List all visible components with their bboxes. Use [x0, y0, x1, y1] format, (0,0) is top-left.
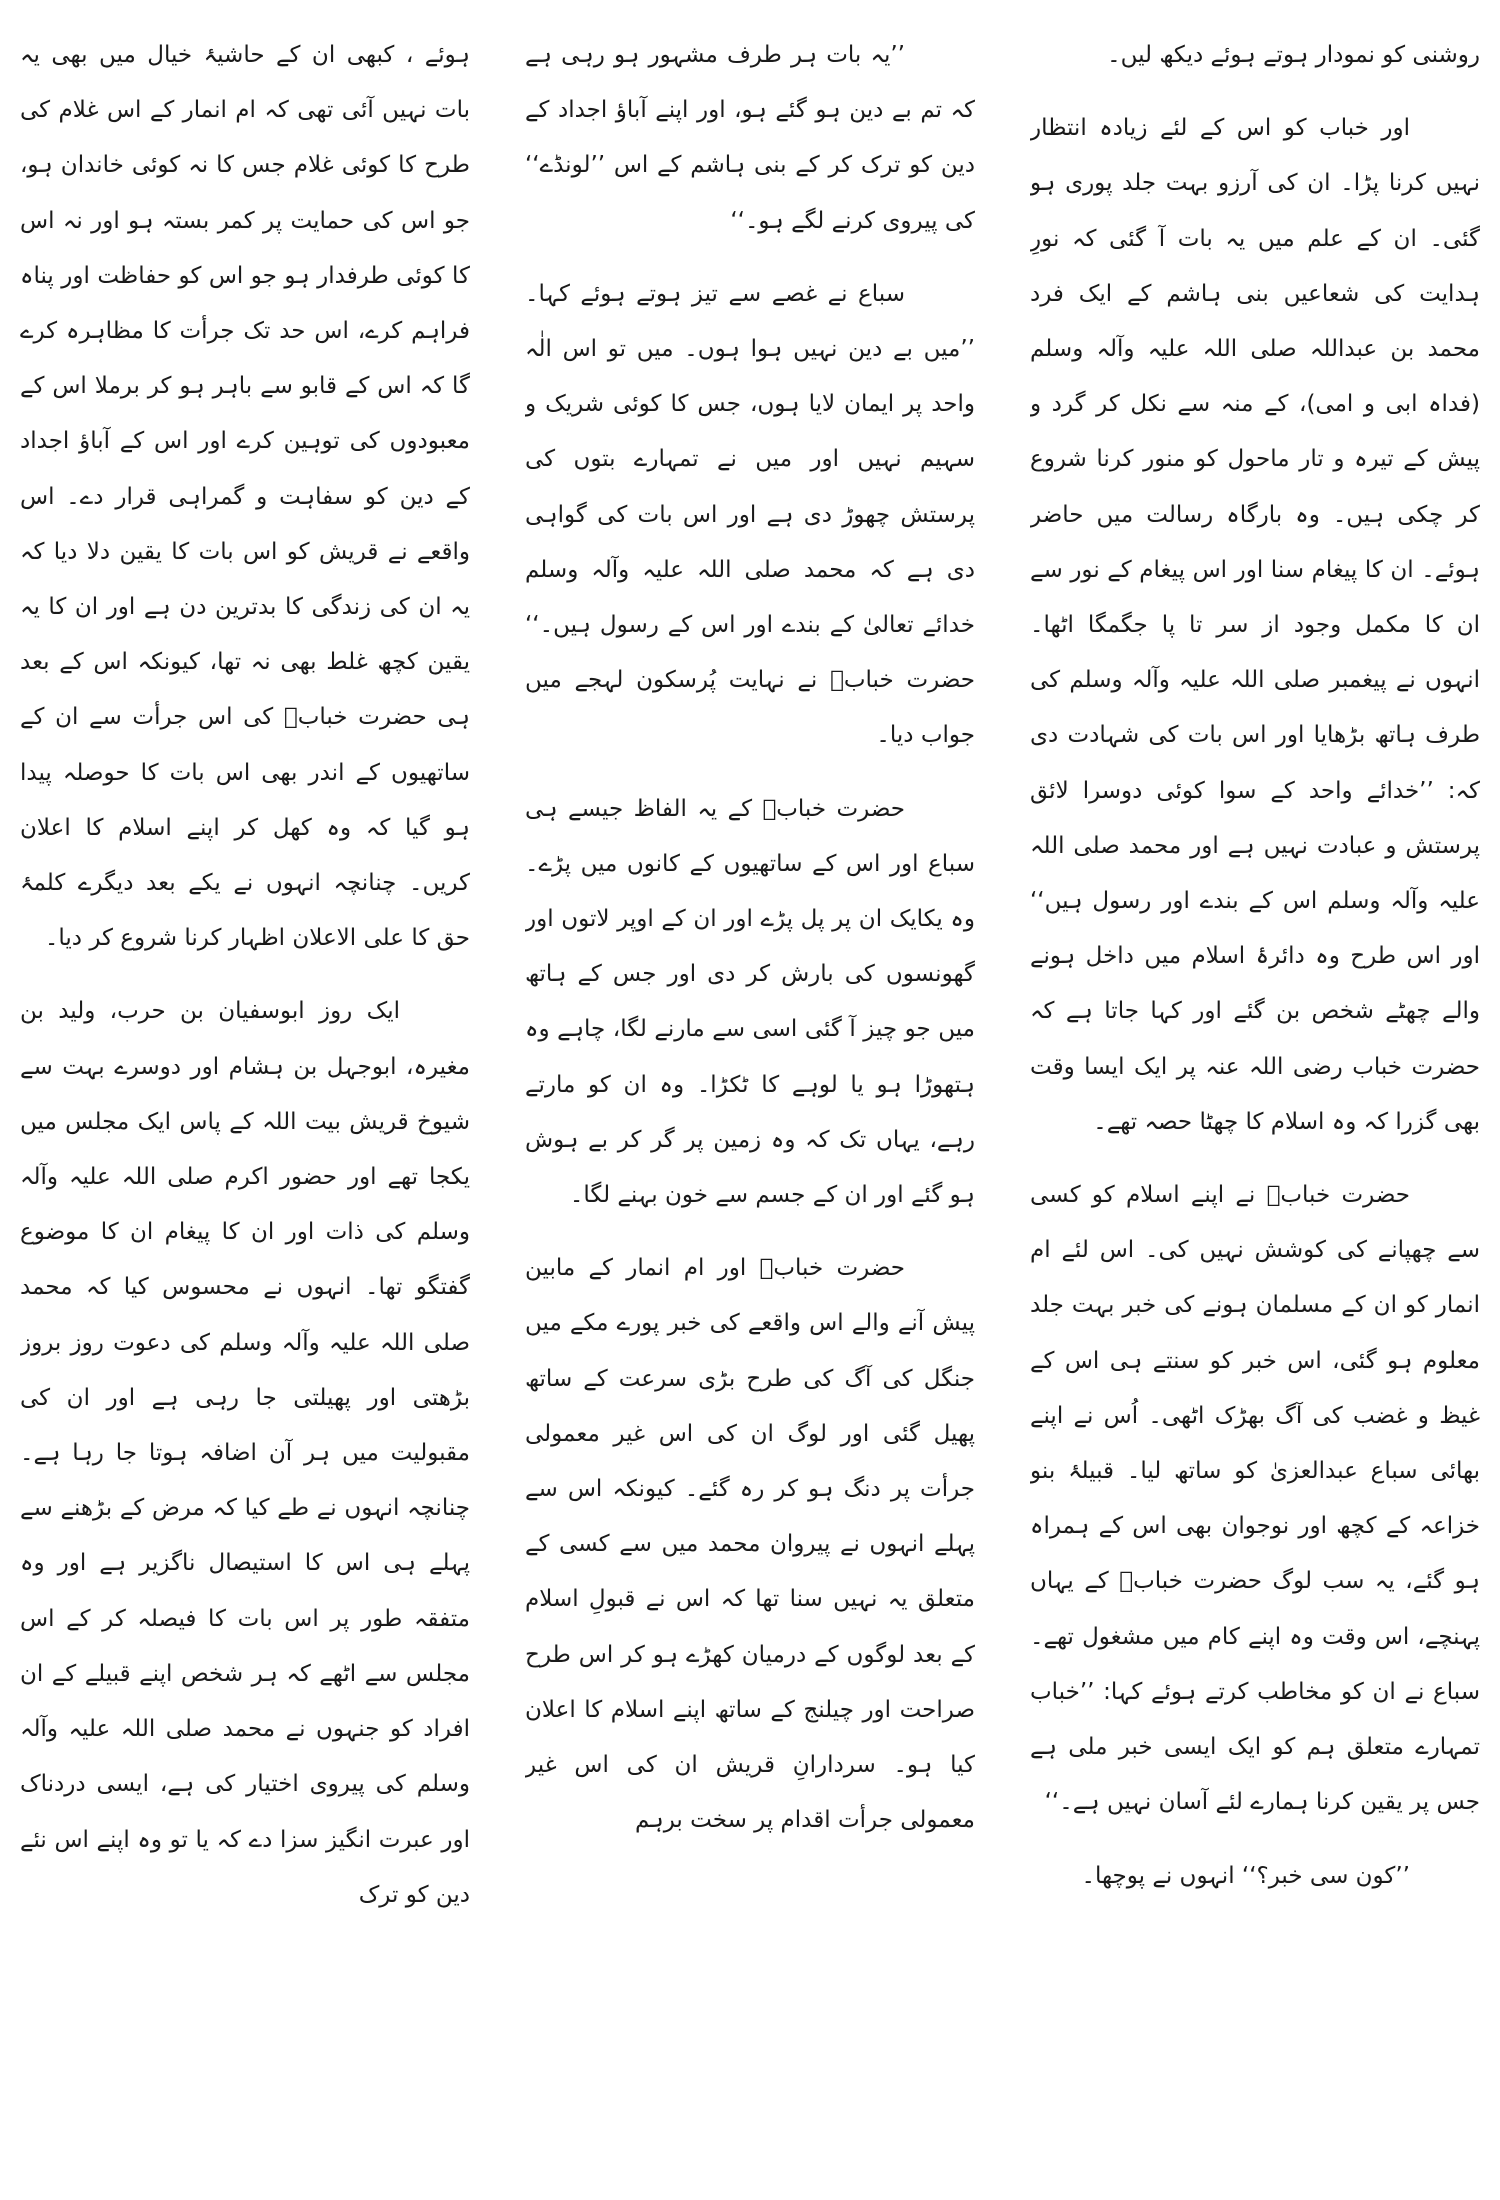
paragraph: روشنی کو نمودار ہوتے ہوئے دیکھ لیں۔	[1107, 42, 1480, 68]
newspaper-page	[20, 28, 1480, 2178]
paragraph: ہوئے ، کبھی ان کے حاشیۂ خیال میں بھی یہ بات نہیں آئی تھی کہ ام انمار کے اس غلام کی طرح کا کوئی غلام جس کا نہ کوئی خاندان ہو، جو اس کی حمایت پر کمر بستہ ہو اور نہ اس کا کوئی طرفدار ہو جو اس کو حفاظت اور پناہ فراہم کرے، اس حد تک جرأت کا مظاہرہ کرے گا کہ اس کے قابو سے باہر ہو کر برملا اس کے معبودوں کی توہین کرے اور اس کے آباؤ اجداد کے دین کو سفاہت و گمراہی قرار دے۔ اس واقعے نے قریش کو اس بات کا یقین دلا دیا کہ یہ ان کی زندگی کا بدترین دن ہے اور ان کا یہ یقین کچھ غلط بھی نہ تھا، کیونکہ اس کے بعد ہی حضرت خبابؓ کی اس جرأت سے ان کے ساتھیوں کے اندر بھی اس بات کا حوصلہ پیدا ہو گیا کہ وہ کھل کر اپنے اسلام کا اعلان کریں۔ چنانچہ انہوں نے یکے بعد دیگرے کلمۂ حق کا علی الاعلان اظہار کرنا شروع کر دیا۔	[20, 42, 470, 952]
paragraph: اور خباب کو اس کے لئے زیادہ انتظار نہیں کرنا پڑا۔ ان کی آرزو بہت جلد پوری ہو گئی۔ ان کے علم میں یہ بات آ گئی کہ نورِ ہدایت کی شعاعیں بنی ہاشم کے ایک فرد محمد بن عبداللہ صلی اللہ علیہ وآلہ وسلم (فداہ ابی و امی)، کے منہ سے نکل کر گرد و پیش کے تیرہ و تار ماحول کو منور کرنا شروع کر چکی ہیں۔ وہ بارگاہ رسالت میں حاضر ہوئے۔ ان کا پیغام سنا اور اس پیغام کے نور سے ان کا مکمل وجود از سر تا پا جگمگا اٹھا۔ انہوں نے پیغمبر صلی اللہ علیہ وآلہ وسلم کی طرف ہاتھ بڑھایا اور اس بات کی شہادت دی کہ: ’’خدائے واحد کے سوا کوئی دوسرا لائق پرستش و عبادت نہیں ہے اور محمد صلی اللہ علیہ وآلہ وسلم اس کے بندے اور رسول ہیں‘‘ اور اس طرح وہ دائرۂ اسلام میں داخل ہونے والے چھٹے شخص بن گئے اور کہا جاتا ہے کہ حضرت خباب رضی اللہ عنہ پر ایک ایسا وقت بھی گزرا کہ وہ اسلام کا چھٹا حصہ تھے۔	[1030, 115, 1480, 1135]
paragraph: سباع نے غصے سے تیز ہوتے ہوئے کہا۔ ’’میں بے دین نہیں ہوا ہوں۔ میں تو اس الٰہ واحد پر ایمان لایا ہوں، جس کا کوئی شریک و سہیم نہیں اور میں نے تمہارے بتوں کی پرستش چھوڑ دی ہے اور اس بات کی گواہی دی ہے کہ محمد صلی اللہ علیہ وآلہ وسلم خدائے تعالیٰ کے بندے اور اس کے رسول ہیں۔‘‘ حضرت خبابؓ نے نہایت پُرسکون لہجے میں جواب دیا۔	[525, 280, 975, 749]
paragraph: ’’کون سی خبر؟‘‘ انہوں نے پوچھا۔	[1081, 1862, 1410, 1889]
column-right	[1030, 28, 1480, 2178]
paragraph: حضرت خبابؓ اور ام انمار کے مابین پیش آنے والے اس واقعے کی خبر پورے مکے میں جنگل کی آگ کی طرح بڑی سرعت کے ساتھ پھیل گئی اور لوگ ان کی اس غیر معمولی جرأت پر دنگ ہو کر رہ گئے۔ کیونکہ اس سے پہلے انہوں نے پیروان محمد میں سے کسی کے متعلق یہ نہیں سنا تھا کہ اس نے قبولِ اسلام کے بعد لوگوں کے درمیان کھڑے ہو کر اس طرح صراحت اور چیلنج کے ساتھ اپنے اسلام کا اعلان کیا ہو۔ سردارانِ قریش ان کی اس غیر معمولی جرأت اقدام پر سخت برہم	[525, 1255, 975, 1834]
paragraph: ایک روز ابوسفیان بن حرب، ولید بن مغیرہ، ابوجہل بن ہشام اور دوسرے بہت سے شیوخ قریش بیت اللہ کے پاس ایک مجلس میں یکجا تھے اور حضور اکرم صلی اللہ علیہ وآلہ وسلم کی ذات اور ان کا پیغام ان کا موضوع گفتگو تھا۔ انہوں نے محسوس کیا کہ محمد صلی اللہ علیہ وآلہ وسلم کی دعوت روز بروز بڑھتی اور پھیلتی جا رہی ہے اور ان کی مقبولیت میں ہر آن اضافہ ہوتا جا رہا ہے۔ چنانچہ انہوں نے طے کیا کہ مرض کے بڑھنے سے پہلے ہی اس کا استیصال ناگزیر ہے اور وہ متفقہ طور پر اس بات کا فیصلہ کر کے اس مجلس سے اٹھے کہ ہر شخص اپنے قبیلے کے ان افراد کو جنہوں نے محمد صلی اللہ علیہ وآلہ وسلم کی پیروی اختیار کی ہے، ایسی دردناک اور عبرت انگیز سزا دے کہ یا تو وہ اپنے اس نئے دین کو ترک	[20, 998, 470, 1908]
column-left	[20, 28, 470, 2178]
paragraph: حضرت خبابؓ نے اپنے اسلام کو کسی سے چھپانے کی کوشش نہیں کی۔ اس لئے ام انمار کو ان کے مسلمان ہونے کی خبر بہت جلد معلوم ہو گئی، اس خبر کو سنتے ہی اس کے غیظ و غضب کی آگ بھڑک اٹھی۔ اُس نے اپنے بھائی سباع عبدالعزیٰ کو ساتھ لیا۔ قبیلۂ بنو خزاعہ کے کچھ اور نوجوان بھی اس کے ہمراہ ہو گئے، یہ سب لوگ حضرت خبابؓ کے یہاں پہنچے، اس وقت وہ اپنے کام میں مشغول تھے۔ سباع نے ان کو مخاطب کرتے ہوئے کہا: ’’خباب تمہارے متعلق ہم کو ایک ایسی خبر ملی ہے جس پر یقین کرنا ہمارے لئے آسان نہیں ہے۔‘‘	[1030, 1182, 1480, 1816]
paragraph: ’’یہ بات ہر طرف مشہور ہو رہی ہے کہ تم بے دین ہو گئے ہو، اور اپنے آباؤ اجداد کے دین کو ترک کر کے بنی ہاشم کے اس ’’لونڈے‘‘ کی پیروی کرنے لگے ہو۔‘‘	[525, 42, 975, 234]
column-middle	[525, 28, 975, 2178]
paragraph: حضرت خبابؓ کے یہ الفاظ جیسے ہی سباع اور اس کے ساتھیوں کے کانوں میں پڑے۔ وہ یکایک ان پر پل پڑے اور ان کے اوپر لاتوں اور گھونسوں کی بارش کر دی اور جس کے ہاتھ میں جو چیز آ گئی اسی سے مارنے لگا، چاہے وہ ہتھوڑا ہو یا لوہے کا ٹکڑا۔ وہ ان کو مارتے رہے، یہاں تک کہ وہ زمین پر گر کر بے ہوش ہو گئے اور ان کے جسم سے خون بہنے لگا۔	[525, 795, 975, 1209]
